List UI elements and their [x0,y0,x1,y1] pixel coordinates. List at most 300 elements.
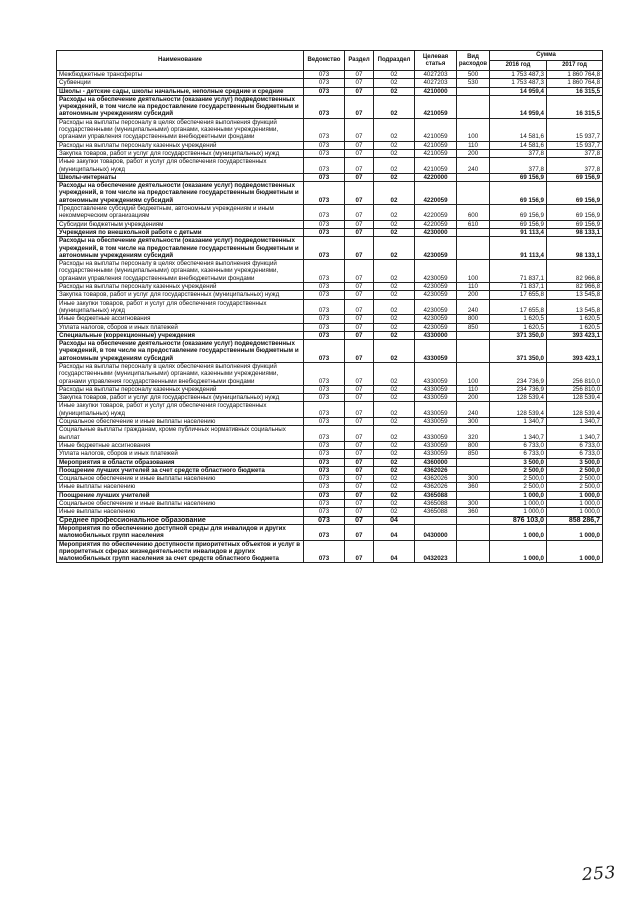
row-sum-2016: 234 736,9 [490,385,547,393]
row-section: 07 [345,466,374,474]
table-row [57,500,603,508]
row-section: 07 [345,450,374,458]
row-subsection: 02 [374,491,415,499]
row-subsection: 02 [374,299,415,315]
row-dept: 073 [304,426,345,442]
table-row [57,402,603,418]
row-target: 0432023 [415,540,457,563]
row-type [457,331,490,339]
row-type [457,228,490,236]
table-row [57,141,603,149]
table-row [57,450,603,458]
row-sum-2017: 69 156,9 [547,173,603,181]
row-subsection: 02 [374,228,415,236]
row-name: Закупка товаров, работ и услуг для государственных (муниципальных) нужд [57,149,304,157]
row-sum-2016: 2 500,0 [490,466,547,474]
row-name: Мероприятия по обеспечению доступности приоритетных объектов и услуг в приоритетных сферах жизнедеятельности инвалидов и других маломобильных групп населения за счет средств областного бюджета [57,540,304,563]
row-target: 4230059 [415,315,457,323]
row-subsection: 02 [374,220,415,228]
row-sum-2016: 91 113,4 [490,228,547,236]
row-name: Иные бюджетные ассигнования [57,441,304,449]
row-section: 07 [345,228,374,236]
row-type: 500 [457,71,490,79]
table-row [57,205,603,221]
row-type: 530 [457,79,490,87]
row-dept: 073 [304,182,345,205]
header-dept: Ведомство [304,51,345,71]
row-sum-2017: 128 539,4 [547,402,603,418]
table-row [57,323,603,331]
table-row [57,362,603,385]
row-subsection: 04 [374,540,415,563]
row-name: Иные выплаты населению [57,508,304,516]
row-sum-2017: 82 966,8 [547,283,603,291]
row-subsection: 02 [374,315,415,323]
row-sum-2017: 3 500,0 [547,458,603,466]
row-sum-2016: 377,8 [490,149,547,157]
row-type [457,516,490,524]
row-subsection: 02 [374,500,415,508]
row-target: 4362026 [415,466,457,474]
row-subsection: 02 [374,79,415,87]
row-name: Субсидии бюджетным учреждениям [57,220,304,228]
row-section: 07 [345,95,374,118]
row-sum-2016: 69 156,9 [490,205,547,221]
row-dept: 073 [304,475,345,483]
header-subsection: Подраздел [374,51,415,71]
row-section: 07 [345,87,374,95]
row-target: 4230059 [415,299,457,315]
row-dept: 073 [304,220,345,228]
row-sum-2017: 69 156,9 [547,182,603,205]
row-name: Школы - детские сады, школы начальные, неполные средние и средние [57,87,304,95]
row-sum-2017: 1 000,0 [547,540,603,563]
row-type [457,87,490,95]
row-sum-2016: 14 581,6 [490,118,547,141]
row-name: Расходы на выплаты персоналу казенных учреждений [57,385,304,393]
row-dept: 073 [304,483,345,491]
row-target: 4362026 [415,483,457,491]
row-target: 4210059 [415,141,457,149]
row-target: 4330059 [415,385,457,393]
row-dept: 073 [304,458,345,466]
row-type [457,458,490,466]
row-sum-2016: 17 655,8 [490,299,547,315]
table-row [57,79,603,87]
row-section: 07 [345,205,374,221]
row-type: 100 [457,362,490,385]
row-subsection: 04 [374,516,415,524]
row-sum-2017: 6 733,0 [547,441,603,449]
row-dept: 073 [304,71,345,79]
row-dept: 073 [304,450,345,458]
row-type [457,182,490,205]
row-target: 4210059 [415,95,457,118]
row-sum-2016: 234 736,9 [490,362,547,385]
table-row [57,260,603,283]
row-sum-2016: 1 000,0 [490,500,547,508]
row-sum-2017: 1 000,0 [547,524,603,540]
row-type: 850 [457,450,490,458]
row-section: 07 [345,283,374,291]
row-section: 07 [345,173,374,181]
row-name: Учреждения по внешкольной работе с детьми [57,228,304,236]
row-type: 320 [457,426,490,442]
row-dept: 073 [304,491,345,499]
row-sum-2017: 15 937,7 [547,118,603,141]
header-year-2: 2017 год [547,61,603,71]
row-target: 4330059 [415,402,457,418]
row-type: 200 [457,149,490,157]
row-type [457,524,490,540]
row-section: 07 [345,237,374,260]
row-target: 4330059 [415,340,457,363]
row-sum-2016: 14 959,4 [490,87,547,95]
row-dept: 073 [304,95,345,118]
table-row [57,95,603,118]
row-sum-2017: 1 340,7 [547,426,603,442]
row-sum-2017: 1 620,5 [547,315,603,323]
row-sum-2017: 1 860 764,8 [547,79,603,87]
row-target: 4330059 [415,362,457,385]
row-subsection: 02 [374,340,415,363]
table-row [57,182,603,205]
table-body [57,71,603,563]
table-row [57,524,603,540]
row-type [457,466,490,474]
row-type [457,540,490,563]
row-dept: 073 [304,173,345,181]
row-name: Иные закупки товаров, работ и услуг для обеспечения государственных (муниципальных) нужд [57,402,304,418]
row-sum-2017: 82 966,8 [547,260,603,283]
row-subsection: 02 [374,237,415,260]
row-sum-2016: 1 000,0 [490,508,547,516]
row-sum-2017: 1 860 764,8 [547,71,603,79]
row-section: 07 [345,426,374,442]
row-type: 240 [457,402,490,418]
table-row [57,508,603,516]
table-row [57,118,603,141]
row-section: 07 [345,500,374,508]
row-dept: 073 [304,500,345,508]
row-dept: 073 [304,141,345,149]
header-name: Наименование [57,51,304,71]
row-target: 4365088 [415,500,457,508]
row-subsection: 02 [374,466,415,474]
row-dept: 073 [304,79,345,87]
row-name: Поощрение лучших учителей за счет средств областного бюджета [57,466,304,474]
row-target: 4027203 [415,71,457,79]
table-row [57,426,603,442]
row-dept: 073 [304,158,345,174]
row-sum-2017: 2 500,0 [547,466,603,474]
row-section: 07 [345,508,374,516]
row-sum-2017: 13 545,8 [547,291,603,299]
row-target: 0430000 [415,524,457,540]
row-subsection: 02 [374,394,415,402]
table-row [57,149,603,157]
row-name: Расходы на обеспечение деятельности (оказание услуг) подведомственных учреждений, в том числе на предоставление государственным бюджетным и автономным учреждениям субсидий [57,237,304,260]
row-sum-2017: 128 539,4 [547,394,603,402]
row-sum-2017: 15 937,7 [547,141,603,149]
table-row [57,475,603,483]
row-name: Расходы на выплаты персоналу в целях обеспечения выполнения функций государственными (муниципальными) органами, казенными учреждениями, органами управления государственными внебюджетными фондами [57,260,304,283]
row-subsection: 02 [374,402,415,418]
table-row [57,491,603,499]
row-section: 07 [345,458,374,466]
row-sum-2017: 858 286,7 [547,516,603,524]
row-dept: 073 [304,540,345,563]
row-section: 07 [345,79,374,87]
row-sum-2017: 256 810,0 [547,362,603,385]
row-sum-2017: 13 545,8 [547,299,603,315]
row-sum-2016: 1 000,0 [490,524,547,540]
row-type [457,237,490,260]
row-section: 07 [345,483,374,491]
table-row [57,331,603,339]
header-section: Раздел [345,51,374,71]
row-subsection: 02 [374,475,415,483]
row-subsection: 02 [374,418,415,426]
row-sum-2016: 371 350,0 [490,331,547,339]
table-header [57,51,603,71]
table-row [57,441,603,449]
row-target: 4220059 [415,220,457,228]
row-sum-2016: 2 500,0 [490,475,547,483]
row-section: 07 [345,331,374,339]
row-section: 07 [345,418,374,426]
row-sum-2016: 69 156,9 [490,173,547,181]
row-name: Субвенции [57,79,304,87]
row-sum-2016: 1 000,0 [490,491,547,499]
table-row [57,466,603,474]
row-dept: 073 [304,118,345,141]
row-sum-2016: 3 500,0 [490,458,547,466]
row-target: 4230059 [415,323,457,331]
row-type: 360 [457,483,490,491]
document-page [56,50,602,563]
row-dept: 073 [304,149,345,157]
row-dept: 073 [304,283,345,291]
row-sum-2016: 1 620,5 [490,315,547,323]
row-sum-2016: 17 655,8 [490,291,547,299]
row-type: 240 [457,158,490,174]
row-target: 4330059 [415,426,457,442]
header-target: Целевая статья [415,51,457,71]
row-subsection: 02 [374,450,415,458]
row-section: 07 [345,394,374,402]
table-row [57,291,603,299]
table-row [57,220,603,228]
row-type: 300 [457,475,490,483]
row-target: 4220000 [415,173,457,181]
row-sum-2017: 16 315,5 [547,95,603,118]
row-target: 4210000 [415,87,457,95]
row-section: 07 [345,182,374,205]
row-sum-2016: 71 837,1 [490,283,547,291]
row-subsection: 02 [374,385,415,393]
row-type: 110 [457,141,490,149]
row-section: 07 [345,362,374,385]
row-sum-2016: 71 837,1 [490,260,547,283]
row-sum-2017: 1 000,0 [547,491,603,499]
row-sum-2016: 69 156,9 [490,182,547,205]
row-name: Закупка товаров, работ и услуг для государственных (муниципальных) нужд [57,291,304,299]
row-type: 200 [457,291,490,299]
row-subsection: 02 [374,458,415,466]
row-type: 110 [457,385,490,393]
row-target: 4362026 [415,475,457,483]
table-row [57,299,603,315]
row-target: 4210059 [415,118,457,141]
row-sum-2017: 16 315,5 [547,87,603,95]
row-subsection: 02 [374,260,415,283]
row-dept: 073 [304,385,345,393]
row-type: 360 [457,508,490,516]
row-subsection: 02 [374,87,415,95]
row-sum-2016: 14 581,6 [490,141,547,149]
row-section: 07 [345,220,374,228]
row-sum-2016: 1 620,5 [490,323,547,331]
row-dept: 073 [304,516,345,524]
row-section: 07 [345,524,374,540]
row-dept: 073 [304,340,345,363]
table-row [57,458,603,466]
row-sum-2017: 98 133,1 [547,228,603,236]
row-section: 07 [345,540,374,563]
row-sum-2017: 256 810,0 [547,385,603,393]
row-dept: 073 [304,466,345,474]
row-dept: 073 [304,228,345,236]
row-dept: 073 [304,441,345,449]
row-target: 4220059 [415,182,457,205]
row-name: Социальные выплаты гражданам, кроме публичных нормативных социальных выплат [57,426,304,442]
row-target: 4365088 [415,508,457,516]
row-name: Закупка товаров, работ и услуг для государственных (муниципальных) нужд [57,394,304,402]
row-sum-2016: 69 156,9 [490,220,547,228]
header-sum: Сумма [490,51,603,61]
row-type: 300 [457,500,490,508]
row-section: 07 [345,516,374,524]
row-section: 07 [345,340,374,363]
row-subsection: 02 [374,508,415,516]
table-row [57,418,603,426]
row-name: Предоставление субсидий бюджетным, автономным учреждениям и иным некоммерческим организациям [57,205,304,221]
page-number: 253 [581,862,617,886]
row-sum-2017: 1 000,0 [547,500,603,508]
row-target: 4330059 [415,441,457,449]
row-sum-2017: 98 133,1 [547,237,603,260]
row-section: 07 [345,315,374,323]
row-name: Расходы на обеспечение деятельности (оказание услуг) подведомственных учреждений, в том числе на предоставление государственным бюджетным и автономным учреждениям субсидий [57,182,304,205]
row-section: 07 [345,141,374,149]
row-sum-2017: 69 156,9 [547,220,603,228]
row-target: 4330000 [415,331,457,339]
row-subsection: 04 [374,524,415,540]
row-section: 07 [345,260,374,283]
row-sum-2016: 1 000,0 [490,540,547,563]
row-target: 4220059 [415,205,457,221]
row-section: 07 [345,323,374,331]
row-name: Расходы на выплаты персоналу в целях обеспечения выполнения функций государственными (муниципальными) органами, казенными учреждениями, органами управления государственными внебюджетными фондами [57,362,304,385]
row-target: 4330059 [415,450,457,458]
row-type: 800 [457,441,490,449]
row-target: 4230059 [415,291,457,299]
table-row [57,385,603,393]
row-target: 4330059 [415,394,457,402]
row-type: 800 [457,315,490,323]
table-row [57,315,603,323]
row-name: Мероприятия по обеспечению доступной среды для инвалидов и других маломобильных групп населения [57,524,304,540]
row-name: Иные выплаты населению [57,483,304,491]
table-row [57,87,603,95]
row-type: 300 [457,418,490,426]
row-subsection: 02 [374,158,415,174]
row-dept: 073 [304,394,345,402]
row-subsection: 02 [374,141,415,149]
row-subsection: 02 [374,426,415,442]
row-sum-2016: 2 500,0 [490,483,547,491]
row-section: 07 [345,402,374,418]
row-name: Расходы на выплаты персоналу в целях обеспечения выполнения функций государственными (муниципальными) органами, казенными учреждениями, органами управления государственными внебюджетными фондами [57,118,304,141]
row-subsection: 02 [374,362,415,385]
row-name: Школы-интернаты [57,173,304,181]
row-sum-2016: 1 753 487,3 [490,79,547,87]
row-dept: 073 [304,205,345,221]
row-subsection: 02 [374,323,415,331]
row-sum-2017: 1 620,5 [547,323,603,331]
header-type: Вид расходов [457,51,490,71]
row-type: 100 [457,118,490,141]
row-dept: 073 [304,299,345,315]
row-sum-2016: 1 753 487,3 [490,71,547,79]
row-name: Расходы на выплаты персоналу казенных учреждений [57,141,304,149]
row-type: 850 [457,323,490,331]
row-sum-2016: 128 539,4 [490,394,547,402]
row-subsection: 02 [374,441,415,449]
row-dept: 073 [304,524,345,540]
row-target: 4230059 [415,260,457,283]
row-sum-2017: 377,8 [547,149,603,157]
row-type [457,95,490,118]
row-dept: 073 [304,323,345,331]
row-section: 07 [345,118,374,141]
table-row [57,340,603,363]
row-name: Расходы на выплаты персоналу казенных учреждений [57,283,304,291]
row-sum-2016: 377,8 [490,158,547,174]
budget-table [56,50,603,563]
row-type: 240 [457,299,490,315]
row-sum-2016: 1 340,7 [490,426,547,442]
table-row [57,516,603,524]
row-dept: 073 [304,291,345,299]
row-subsection: 02 [374,205,415,221]
row-section: 07 [345,385,374,393]
row-sum-2017: 1 000,0 [547,508,603,516]
row-type: 600 [457,205,490,221]
row-name: Мероприятия в области образования [57,458,304,466]
row-name: Специальные (коррекционные) учреждения [57,331,304,339]
row-subsection: 02 [374,71,415,79]
row-name: Уплата налогов, сборов и иных платежей [57,450,304,458]
row-section: 07 [345,149,374,157]
row-sum-2017: 1 340,7 [547,418,603,426]
row-section: 07 [345,158,374,174]
table-row [57,173,603,181]
row-name: Социальное обеспечение и иные выплаты населению [57,500,304,508]
row-target: 4365088 [415,491,457,499]
row-name: Социальное обеспечение и иные выплаты населению [57,418,304,426]
